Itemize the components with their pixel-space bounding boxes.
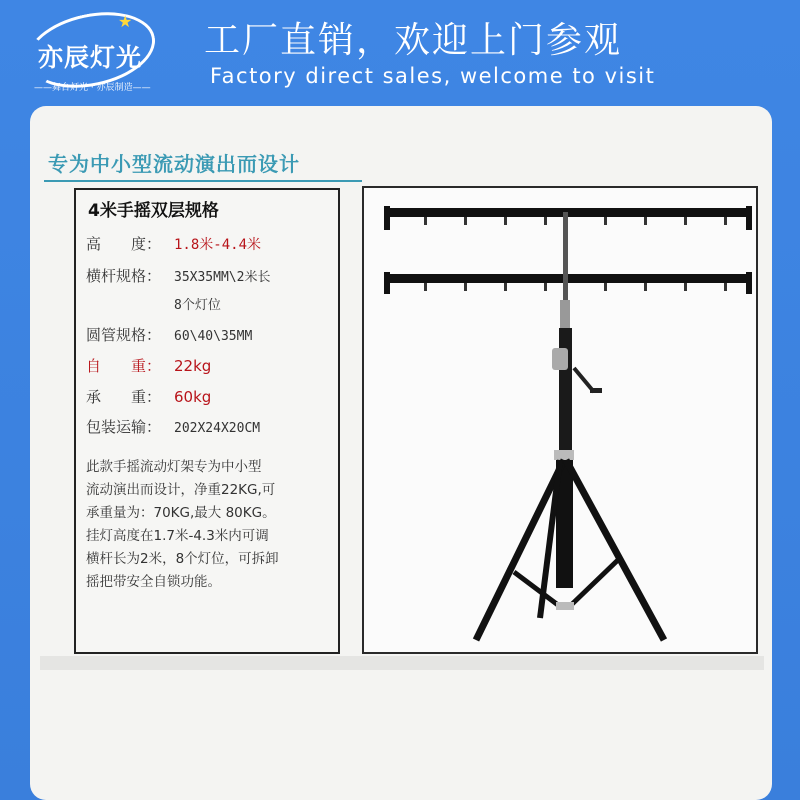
headline-english: Factory direct sales, welcome to visit xyxy=(210,64,656,88)
spec-label: 自 重： xyxy=(86,357,162,375)
product-photo-frame xyxy=(362,186,758,654)
spec-row-light-positions xyxy=(86,294,221,313)
spec-row-packaging xyxy=(86,416,260,437)
spec-label: 高 度： xyxy=(86,235,162,253)
product-description xyxy=(86,456,336,594)
description-line: 此款手摇流动灯架专为中小型 xyxy=(86,459,262,475)
spec-row-height xyxy=(86,233,261,254)
spec-heading: 4米手摇双层规格 xyxy=(88,201,219,221)
spec-value: 8个灯位 xyxy=(174,298,221,313)
spec-label: 横杆规格： xyxy=(86,267,162,285)
logo-subtitle: ——舞台灯光 · 亦辰制造—— xyxy=(34,83,151,93)
lighting-stand-image xyxy=(364,188,756,652)
description-line: 承重量为：70KG,最大 80KG。 xyxy=(86,505,276,521)
card-bottom-strip xyxy=(40,656,764,670)
description-line: 摇把带安全自锁功能。 xyxy=(86,574,221,590)
spec-row-load xyxy=(86,386,211,407)
spec-label: 包装运输： xyxy=(86,418,162,436)
headline-chinese: 工厂直销，欢迎上门参观 xyxy=(204,20,623,61)
spec-value: 202X24X20CM xyxy=(174,421,261,436)
spec-label: 承 重： xyxy=(86,388,162,406)
title-underline xyxy=(44,180,362,182)
spec-row-tube xyxy=(86,324,252,345)
spec-value: 60kg xyxy=(174,388,212,406)
brand-logo xyxy=(18,10,178,95)
logo-text: 亦辰灯光 xyxy=(38,43,143,72)
description-line: 横杆长为2米，8个灯位，可拆卸 xyxy=(86,551,279,567)
spec-value: 35X35MM\2米长 xyxy=(174,270,271,285)
spec-row-crossbar xyxy=(86,265,270,286)
description-line: 挂灯高度在1.7米-4.3米内可调 xyxy=(86,528,269,544)
description-line: 流动演出而设计，净重22KG,可 xyxy=(86,482,276,498)
spec-value: 60\40\35MM xyxy=(174,329,253,344)
spec-row-weight xyxy=(86,355,211,376)
star-icon: ★ xyxy=(118,12,133,31)
spec-value: 22kg xyxy=(174,357,212,375)
spec-value: 1.8米-4.4米 xyxy=(174,237,262,253)
card-title: 专为中小型流动演出而设计 xyxy=(48,152,300,176)
spec-label: 圆管规格： xyxy=(86,326,162,344)
